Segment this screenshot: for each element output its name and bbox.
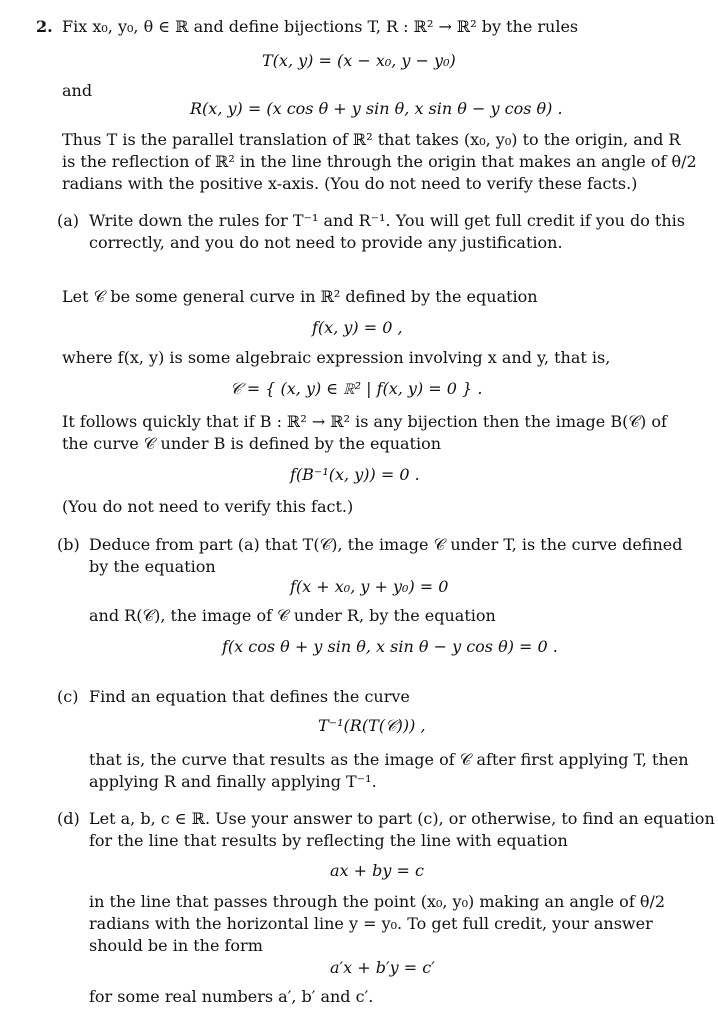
part-d-line-1: Let a, b, c ∈ ℝ. Use your answer to part (c), or otherwise, to find an equation — [89, 809, 715, 828]
part-b-line-3: and R(𝒞), the image of 𝒞 under R, by the equation — [89, 606, 496, 625]
part-d-line-2: for the line that results by reflecting the line with equation — [89, 831, 568, 850]
problem-number: 2. — [36, 17, 53, 36]
curve-line-1: Let 𝒞 be some general curve in ℝ² defined by the equation — [62, 287, 538, 306]
part-d-line-6: for some real numbers a′, b′ and c′. — [89, 987, 374, 1006]
part-c-line-1: Find an equation that defines the curve — [89, 687, 410, 706]
and-text: and — [62, 81, 93, 100]
part-b-label: (b) — [57, 535, 80, 554]
equation-T: T(x, y) = (x − x₀, y − y₀) — [262, 51, 456, 70]
part-c-line-3: applying R and finally applying T⁻¹. — [89, 772, 377, 791]
equation-c: T⁻¹(R(T(𝒞))) , — [318, 716, 426, 735]
problem-intro: Fix x₀, y₀, θ ∈ ℝ and define bijections T, R : ℝ² → ℝ² by the rules — [62, 17, 579, 36]
curve-note: (You do not need to verify this fact.) — [62, 497, 354, 516]
part-d-label: (d) — [57, 809, 80, 828]
part-d-line-5: should be in the form — [89, 936, 263, 955]
curve-line-4: the curve 𝒞 under B is defined by the equation — [62, 434, 442, 453]
equation-b-2: f(x cos θ + y sin θ, x sin θ − y cos θ) = 0 . — [222, 637, 558, 656]
thus-line-1: Thus T is the parallel translation of ℝ² that takes (x₀, y₀) to the origin, and R — [62, 130, 681, 149]
equation-d-1: ax + by = c — [330, 861, 424, 880]
part-b-line-1: Deduce from part (a) that T(𝒞), the image 𝒞 under T, is the curve defined — [89, 535, 683, 554]
curve-line-3: It follows quickly that if B : ℝ² → ℝ² is any bijection then the image B(𝒞) of — [62, 412, 667, 431]
thus-line-2: is the reflection of ℝ² in the line through the origin that makes an angle of θ/2 — [62, 152, 697, 171]
part-d-line-4: radians with the horizontal line y = y₀. To get full credit, your answer — [89, 914, 653, 933]
part-a-line-1: Write down the rules for T⁻¹ and R⁻¹. You will get full credit if you do this — [89, 211, 685, 230]
equation-R: R(x, y) = (x cos θ + y sin θ, x sin θ − y cos θ) . — [190, 99, 563, 118]
equation-b-1: f(x + x₀, y + y₀) = 0 — [290, 577, 449, 596]
equation-d-2: a′x + b′y = c′ — [330, 958, 435, 977]
part-b-line-2: by the equation — [89, 557, 216, 576]
equation-B: f(B⁻¹(x, y)) = 0 . — [290, 465, 420, 484]
part-d-line-3: in the line that passes through the point (x₀, y₀) making an angle of θ/2 — [89, 892, 666, 911]
equation-set: 𝒞 = { (x, y) ∈ ℝ² | f(x, y) = 0 } . — [230, 379, 483, 398]
equation-f: f(x, y) = 0 , — [312, 318, 403, 337]
part-c-label: (c) — [57, 687, 79, 706]
thus-line-3: radians with the positive x-axis. (You do not need to verify these facts.) — [62, 174, 638, 193]
part-a-label: (a) — [57, 211, 80, 230]
part-a-line-2: correctly, and you do not need to provide any justification. — [89, 233, 563, 252]
curve-line-2: where f(x, y) is some algebraic expression involving x and y, that is, — [62, 348, 611, 367]
part-c-line-2: that is, the curve that results as the image of 𝒞 after first applying T, then — [89, 750, 689, 769]
